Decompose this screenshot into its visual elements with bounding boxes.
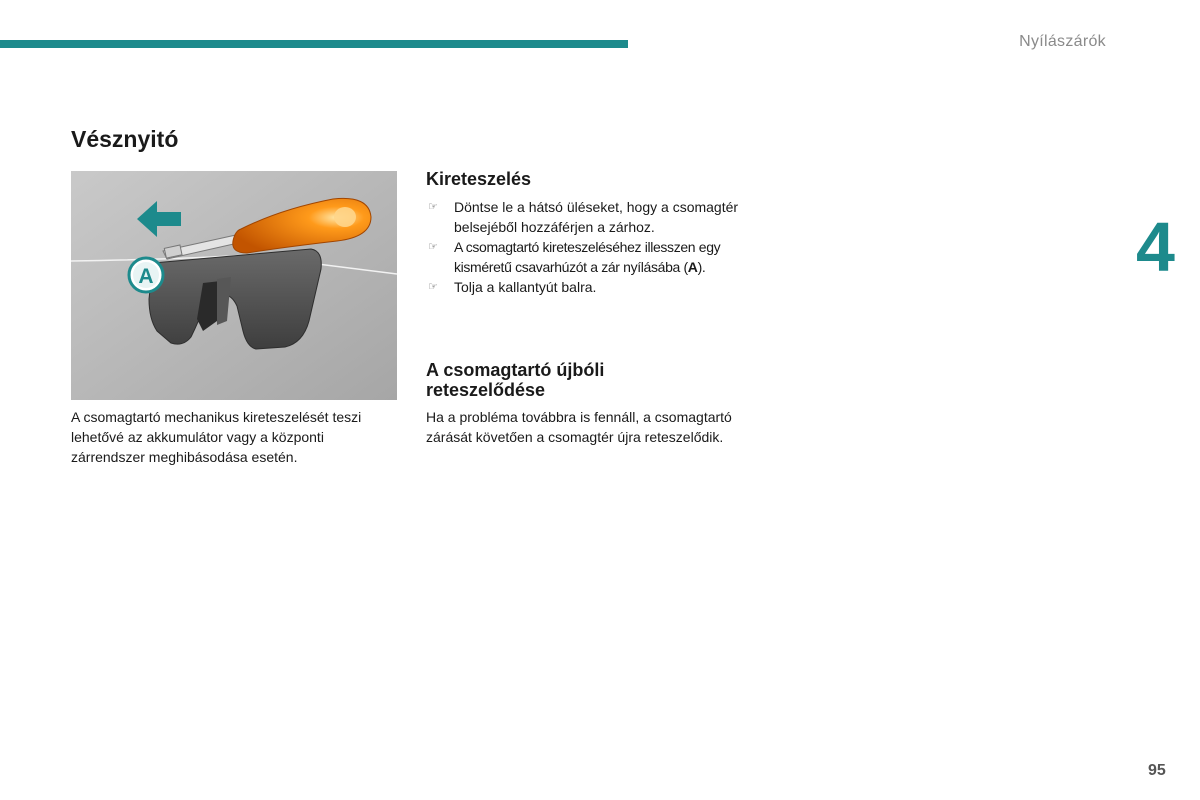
section-name: Nyílászárók <box>1019 33 1106 50</box>
pointing-hand-icon: ☞ <box>428 201 438 213</box>
unlock-steps <box>426 197 756 297</box>
relock-heading: A csomagtartó újbóli reteszelődése <box>426 360 605 400</box>
header-accent-bar <box>0 40 628 48</box>
pointing-hand-icon: ☞ <box>428 241 438 253</box>
unlock-heading: Kireteszelés <box>426 169 532 189</box>
marker-a <box>129 258 163 292</box>
list-item: ☞ A csomagtartó kireteszeléséhez illesszen egy kisméretű csavarhúzót a zár nyílásába (A). <box>428 239 721 275</box>
chapter-number: 4 <box>1136 208 1175 286</box>
page-number: 95 <box>1148 762 1166 779</box>
emergency-release-illustration <box>71 171 397 400</box>
list-item: ☞ Döntse le a hátsó üléseket, hogy a csomagtér belsejéből hozzáférjen a zárhoz. <box>428 199 739 235</box>
figure-caption: A csomagtartó mechanikus kireteszelését teszi lehetővé az akkumulátor vagy a központi zárrendszer meghibásodása esetén. <box>71 409 362 465</box>
svg-text:A: A <box>138 265 154 288</box>
page-title: Vésznyitó <box>71 126 179 152</box>
list-item: ☞ Tolja a kallantyút balra. <box>428 279 597 295</box>
pointing-hand-icon: ☞ <box>428 281 438 293</box>
relock-text: Ha a probléma továbbra is fennáll, a csomagtartó zárását követően a csomagtér újra reteszelődik. <box>426 409 732 445</box>
